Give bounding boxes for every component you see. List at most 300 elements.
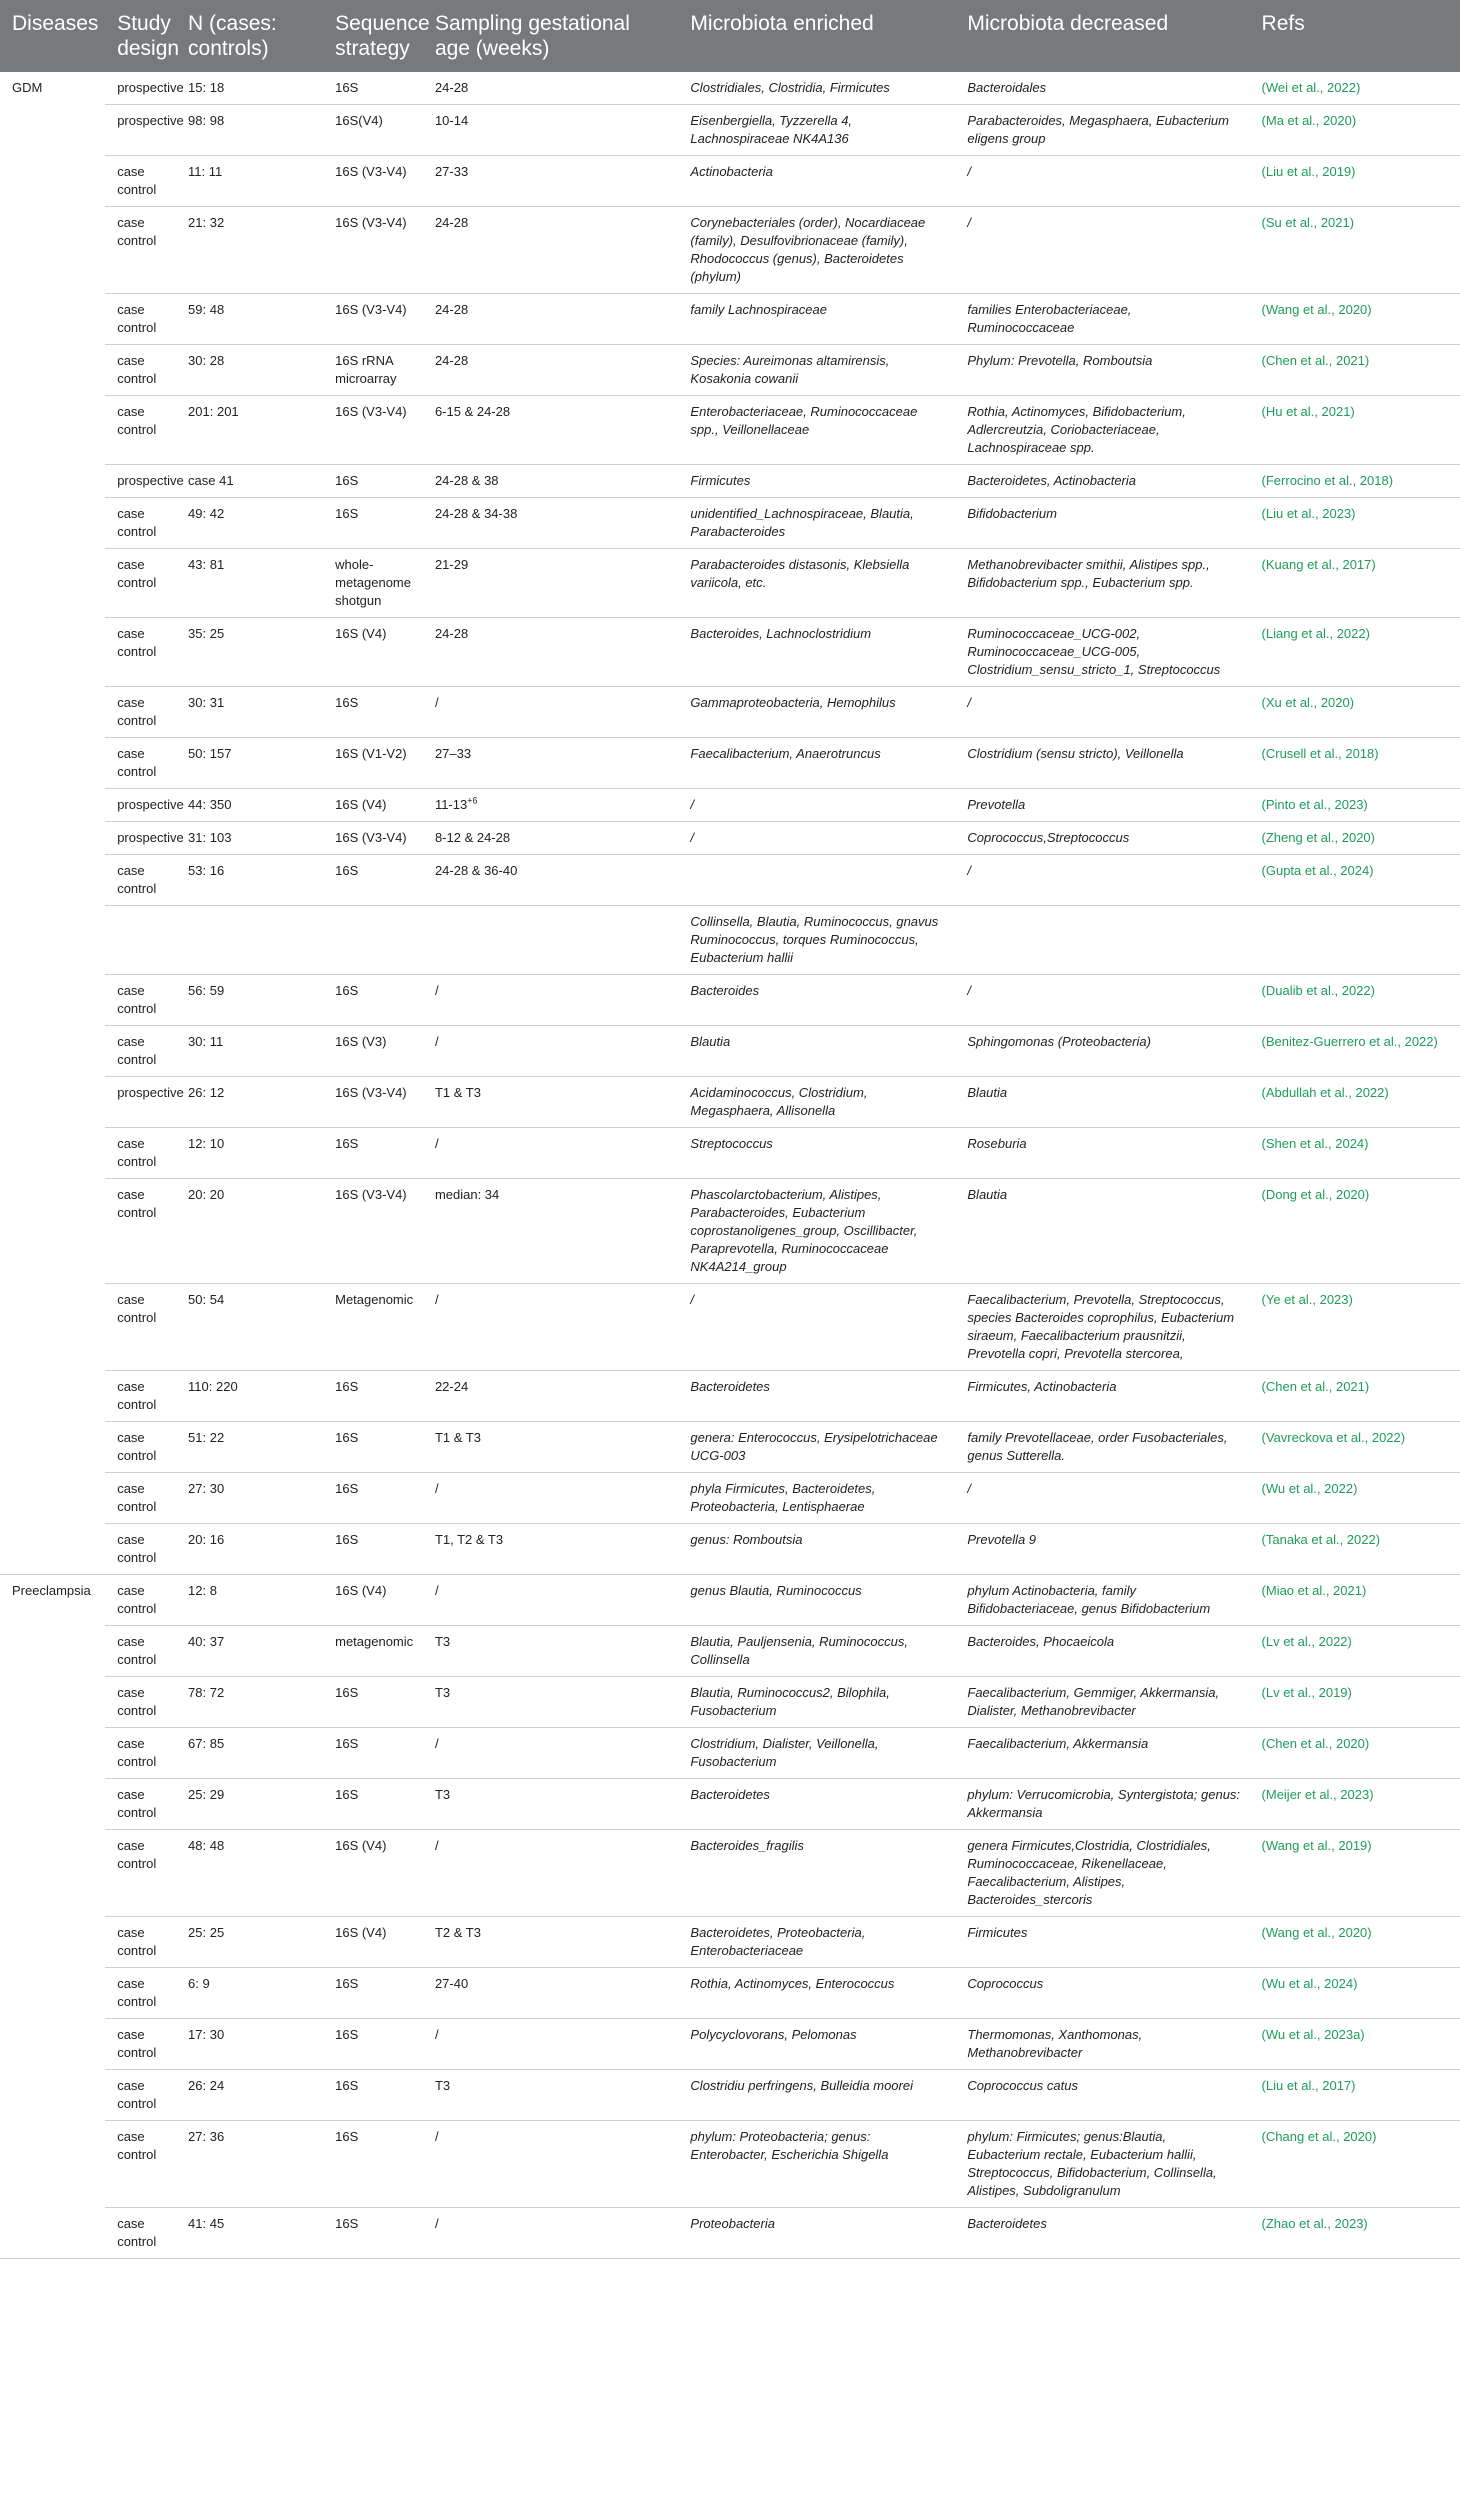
sampling-age	[423, 156, 678, 207]
n-cell-text: 53: 16	[188, 863, 225, 878]
sampling-age	[423, 1284, 678, 1371]
sampling-age-text: 27-33	[434, 164, 469, 179]
ref-cell	[1250, 2121, 1460, 2208]
microbiota-decreased	[955, 2070, 1249, 2121]
microbiota-decreased-text: Coprococcus,Streptococcus	[967, 830, 1130, 845]
microbiota-decreased	[955, 2121, 1249, 2208]
n-cell	[176, 105, 323, 156]
microbiota-decreased	[955, 1128, 1249, 1179]
ref-cell	[1250, 822, 1460, 855]
n-cell	[176, 1917, 323, 1968]
ref-link[interactable]: (Liu et al., 2023)	[1261, 506, 1356, 521]
study-design	[105, 549, 176, 618]
n-cell-text: 20: 20	[188, 1187, 225, 1202]
microbiota-decreased	[955, 1284, 1249, 1371]
sampling-age-text: T3	[434, 1634, 451, 1649]
microbiota-decreased	[955, 1626, 1249, 1677]
study-design	[105, 1077, 184, 1128]
study-design	[105, 1830, 176, 1917]
n-cell-text: 21: 32	[188, 215, 225, 230]
sampling-age-text: /	[434, 983, 439, 998]
ref-cell	[1250, 105, 1460, 156]
header-study-design: Study design	[105, 0, 176, 72]
microbiota-decreased-text: Bacteroidetes	[967, 2216, 1047, 2231]
ref-link[interactable]: (Tanaka et al., 2022)	[1261, 1532, 1381, 1547]
ref-link[interactable]: (Crusell et al., 2018)	[1261, 746, 1379, 761]
microbiota-enriched	[678, 465, 955, 498]
ref-link[interactable]: (Chang et al., 2020)	[1261, 2129, 1377, 2144]
microbiota-enriched	[678, 1917, 955, 1968]
sequence-strategy-text: 16S	[335, 2216, 359, 2231]
table-row	[0, 1128, 1460, 1179]
n-cell	[176, 1524, 323, 1575]
sampling-age-text: /	[434, 1838, 439, 1853]
sampling-age	[423, 789, 678, 822]
n-cell	[176, 789, 323, 822]
sampling-age-text: 22-24	[434, 1379, 469, 1394]
n-cell	[176, 2121, 323, 2208]
sampling-age	[423, 1179, 678, 1284]
sequence-strategy-text: 16S (V4)	[335, 797, 387, 812]
ref-cell	[1250, 738, 1460, 789]
study-design	[105, 1728, 176, 1779]
ref-link[interactable]: (Zhao et al., 2023)	[1261, 2216, 1368, 2231]
ref-cell	[1250, 1968, 1460, 2019]
ref-link[interactable]: (Dong et al., 2020)	[1261, 1187, 1370, 1202]
n-cell-text: 11: 11	[188, 164, 223, 179]
microbiota-enriched	[678, 72, 955, 105]
n-cell-text: 41: 45	[188, 2216, 225, 2231]
sampling-age-text: /	[434, 2216, 439, 2231]
table-body	[0, 72, 1460, 2259]
sampling-age-text: 24-28 & 36-40	[434, 863, 518, 878]
microbiota-decreased	[955, 2019, 1249, 2070]
sequence-strategy	[323, 2208, 423, 2259]
sampling-age-text: /	[434, 1292, 439, 1307]
ref-link[interactable]: (Chen et al., 2021)	[1261, 353, 1370, 368]
n-cell-text: 15: 18	[188, 80, 225, 95]
sampling-age	[423, 1026, 678, 1077]
ref-link[interactable]: (Ye et al., 2023)	[1261, 1292, 1353, 1307]
disease-cell	[0, 294, 105, 345]
header-microbiota-enriched: Microbiota enriched	[678, 0, 955, 72]
disease-cell	[0, 1371, 105, 1422]
sampling-age	[423, 1626, 678, 1677]
ref-link[interactable]: (Vavreckova et al., 2022)	[1261, 1430, 1406, 1445]
ref-link[interactable]: (Ma et al., 2020)	[1261, 113, 1357, 128]
table-row	[0, 207, 1460, 294]
table-row	[0, 1371, 1460, 1422]
sampling-age-text: T3	[434, 1685, 451, 1700]
disease-cell	[0, 2070, 105, 2121]
table-row	[0, 738, 1460, 789]
n-cell-text: 35: 25	[188, 626, 225, 641]
n-cell	[176, 396, 323, 465]
study-design-text: case control	[117, 1532, 157, 1565]
table-row	[0, 1422, 1460, 1473]
disease-cell	[0, 1473, 105, 1524]
sequence-strategy	[323, 498, 423, 549]
microbiota-decreased-text: Blautia	[967, 1187, 1008, 1202]
microbiota-enriched-text: genus Blautia, Ruminococcus	[690, 1583, 862, 1598]
sequence-strategy-text: 16S (V3-V4)	[335, 164, 407, 179]
sequence-strategy	[323, 1128, 423, 1179]
microbiota-enriched	[678, 156, 955, 207]
n-cell	[176, 738, 323, 789]
microbiota-decreased-text: Roseburia	[967, 1136, 1027, 1151]
n-cell	[176, 1575, 323, 1626]
sampling-age	[423, 1128, 678, 1179]
disease-cell	[0, 822, 105, 855]
table-row	[0, 1179, 1460, 1284]
n-cell	[176, 1371, 323, 1422]
study-design-text: case control	[117, 1787, 157, 1820]
n-cell-text: 40: 37	[188, 1634, 225, 1649]
sampling-age	[423, 1830, 678, 1917]
study-design-text: prospective	[117, 830, 184, 845]
n-cell-text: 110: 220	[188, 1379, 238, 1394]
microbiota-decreased	[955, 156, 1249, 207]
disease-cell	[0, 1968, 105, 2019]
microbiota-decreased-text: /	[967, 695, 972, 710]
microbiota-enriched-text: phyla Firmicutes, Bacteroidetes, Proteobacteria, Lentisphaerae	[690, 1481, 876, 1514]
disease-cell	[0, 105, 105, 156]
sampling-age-text: 24-28 & 34-38	[434, 506, 518, 521]
microbiota-enriched	[678, 1371, 955, 1422]
sampling-age	[423, 1575, 678, 1626]
ref-link[interactable]: (Lv et al., 2019)	[1261, 1685, 1352, 1700]
n-cell	[176, 687, 323, 738]
microbiota-decreased	[955, 207, 1249, 294]
microbiota-decreased-text: Prevotella	[967, 797, 1026, 812]
n-cell	[176, 618, 323, 687]
sampling-age-text: median: 34	[434, 1187, 500, 1202]
n-cell	[176, 822, 323, 855]
ref-link[interactable]: (Kuang et al., 2017)	[1261, 557, 1376, 572]
sequence-strategy-text: Metagenomic	[335, 1292, 414, 1307]
header-diseases: Diseases	[0, 0, 105, 72]
microbiota-decreased-text: Coprococcus	[967, 1976, 1044, 1991]
ref-link[interactable]: (Gupta et al., 2024)	[1261, 863, 1374, 878]
ref-link[interactable]: (Hu et al., 2021)	[1261, 404, 1355, 419]
n-cell	[176, 1128, 323, 1179]
sequence-strategy-text: 16S	[335, 983, 359, 998]
study-design-text: case control	[117, 626, 157, 659]
disease-cell	[0, 1917, 105, 1968]
microbiota-enriched	[678, 549, 955, 618]
ref-link[interactable]: (Liu et al., 2017)	[1261, 2078, 1356, 2093]
n-cell	[176, 2208, 323, 2259]
microbiota-decreased	[955, 618, 1249, 687]
disease-cell	[0, 156, 105, 207]
ref-link[interactable]: (Ferrocino et al., 2018)	[1261, 473, 1394, 488]
n-cell-text: 50: 54	[188, 1292, 225, 1307]
microbiota-enriched-text: Clostridiu perfringens, Bulleidia moorei	[690, 2078, 913, 2093]
ref-cell	[1250, 2019, 1460, 2070]
sampling-age-text: /	[434, 1583, 439, 1598]
microbiota-decreased-text: /	[967, 215, 972, 230]
sequence-strategy-text: 16S (V4)	[335, 1838, 387, 1853]
sampling-age-text: /	[434, 1136, 439, 1151]
sequence-strategy	[323, 1917, 423, 1968]
microbiota-enriched-text: Proteobacteria	[690, 2216, 775, 2231]
table-row	[0, 1473, 1460, 1524]
disease-cell	[0, 789, 105, 822]
sampling-age	[423, 1968, 678, 2019]
microbiota-enriched-text: /	[690, 1292, 695, 1307]
microbiota-decreased	[955, 1968, 1249, 2019]
ref-link[interactable]: (Wu et al., 2024)	[1261, 1976, 1358, 1991]
sequence-strategy	[323, 2019, 423, 2070]
study-design	[105, 1779, 176, 1830]
microbiota-enriched	[678, 687, 955, 738]
study-design	[105, 396, 176, 465]
microbiota-enriched	[678, 2121, 955, 2208]
microbiota-enriched-text: Enterobacteriaceae, Ruminococcaceae spp., Veillonellaceae	[690, 404, 918, 437]
n-cell-text: 30: 31	[188, 695, 225, 710]
table-row	[0, 498, 1460, 549]
microbiota-decreased-text: /	[967, 863, 972, 878]
microbiota-enriched-text: Blautia, Pauljensenia, Ruminococcus, Collinsella	[690, 1634, 908, 1667]
sampling-age-text: 21-29	[434, 557, 469, 572]
study-design-text: case control	[117, 1634, 157, 1667]
microbiota-decreased-text: genera Firmicutes,Clostridia, Clostridiales, Ruminococcaceae, Rikenellaceae, Faecalibacterium, Alistipes, Bacteroides_stercoris	[967, 1838, 1211, 1907]
n-cell-text: 26: 24	[188, 2078, 225, 2093]
microbiota-enriched-text: Gammaproteobacteria, Hemophilus	[690, 695, 896, 710]
microbiota-decreased-text: /	[967, 1481, 972, 1496]
table-row	[0, 687, 1460, 738]
sequence-strategy-text: 16S rRNA microarray	[335, 353, 397, 386]
study-design	[105, 1917, 176, 1968]
microbiota-enriched-text: Polycyclovorans, Pelomonas	[690, 2027, 857, 2042]
study-design-text: prospective	[117, 80, 184, 95]
microbiota-enriched	[678, 2070, 955, 2121]
ref-link[interactable]: (Wang et al., 2020)	[1261, 1925, 1372, 1940]
sequence-strategy	[323, 1968, 423, 2019]
disease-cell	[0, 1284, 105, 1371]
sequence-strategy	[323, 1179, 423, 1284]
study-design	[105, 1179, 176, 1284]
sequence-strategy	[323, 1830, 423, 1917]
microbiota-enriched	[678, 1284, 955, 1371]
microbiota-enriched-text: Blautia	[690, 1034, 731, 1049]
ref-cell	[1250, 498, 1460, 549]
microbiota-enriched-text: /	[690, 797, 695, 812]
ref-cell	[1250, 2070, 1460, 2121]
sampling-age-text: 24-28	[434, 215, 469, 230]
sampling-age-text: /	[434, 1481, 439, 1496]
microbiota-decreased-text: Parabacteroides, Megasphaera, Eubacterium eligens group	[967, 113, 1229, 146]
n-cell-text: 20: 16	[188, 1532, 225, 1547]
ref-link[interactable]: (Zheng et al., 2020)	[1261, 830, 1375, 845]
study-design	[105, 2121, 176, 2208]
n-cell	[176, 1026, 323, 1077]
microbiota-enriched-text: Collinsella, Blautia, Ruminococcus, gnavus Ruminococcus, torques Ruminococcus, Eubacterium hallii	[690, 914, 939, 965]
n-cell	[176, 1626, 323, 1677]
n-cell	[176, 498, 323, 549]
microbiota-decreased-text: Bifidobacterium	[967, 506, 1057, 521]
sequence-strategy-text: 16S (V3-V4)	[335, 302, 407, 317]
ref-link[interactable]: (Chen et al., 2020)	[1261, 1736, 1370, 1751]
ref-link[interactable]: (Miao et al., 2021)	[1261, 1583, 1367, 1598]
microbiota-decreased	[955, 1371, 1249, 1422]
table-row	[0, 1524, 1460, 1575]
sequence-strategy-text: 16S	[335, 1532, 359, 1547]
n-cell	[176, 1830, 323, 1917]
microbiota-decreased-text: /	[967, 164, 972, 179]
study-design-text: case control	[117, 1136, 157, 1169]
study-design	[105, 1626, 176, 1677]
ref-link[interactable]: (Liu et al., 2019)	[1261, 164, 1356, 179]
ref-link[interactable]: (Wang et al., 2020)	[1261, 302, 1372, 317]
sequence-strategy	[323, 1284, 423, 1371]
sequence-strategy-text: 16S (V4)	[335, 626, 387, 641]
sequence-strategy-text: 16S	[335, 80, 359, 95]
table-row	[0, 396, 1460, 465]
microbiota-enriched-text: Clostridiales, Clostridia, Firmicutes	[690, 80, 890, 95]
sampling-age	[423, 105, 678, 156]
microbiota-enriched-text: Phascolarctobacterium, Alistipes, Parabacteroides, Eubacterium coprostanoligenes_group, Oscillibacter, Paraprevotella, Ruminococcaceae NK4A214_group	[690, 1187, 918, 1274]
ref-cell	[1250, 687, 1460, 738]
header-row	[0, 0, 1460, 72]
microbiota-enriched-text: Corynebacteriales (order), Nocardiaceae (family), Desulfovibrionaceae (family), Rhodococcus (genus), Bacteroidetes (phylum)	[690, 215, 926, 284]
n-cell-text: 98: 98	[188, 113, 225, 128]
microbiota-enriched	[678, 498, 955, 549]
study-design	[105, 1422, 176, 1473]
study-design	[105, 1575, 176, 1626]
ref-link[interactable]: (Chen et al., 2021)	[1261, 1379, 1370, 1394]
ref-link[interactable]: (Meijer et al., 2023)	[1261, 1787, 1374, 1802]
microbiota-decreased-text: phylum: Verrucomicrobia, Syntergistota; genus: Akkermansia	[967, 1787, 1241, 1820]
microbiota-enriched-text: /	[690, 830, 695, 845]
microbiota-decreased	[955, 549, 1249, 618]
ref-link[interactable]: (Xu et al., 2020)	[1261, 695, 1355, 710]
microbiota-enriched-text: Clostridium, Dialister, Veillonella, Fusobacterium	[690, 1736, 879, 1769]
sampling-age	[423, 1728, 678, 1779]
microbiota-decreased-text: Firmicutes	[967, 1925, 1028, 1940]
ref-link[interactable]: (Dualib et al., 2022)	[1261, 983, 1375, 998]
microbiota-decreased-text: Rothia, Actinomyces, Bifidobacterium, Adlercreutzia, Coriobacteriaceae, Lachnospiraceae spp.	[967, 404, 1186, 455]
n-cell	[176, 906, 323, 975]
study-design	[105, 738, 176, 789]
ref-link[interactable]: (Shen et al., 2024)	[1261, 1136, 1369, 1151]
microbiota-decreased-text: Prevotella 9	[967, 1532, 1037, 1547]
ref-link[interactable]: (Su et al., 2021)	[1261, 215, 1355, 230]
ref-cell	[1250, 156, 1460, 207]
table-row	[0, 1728, 1460, 1779]
ref-link[interactable]: (Pinto et al., 2023)	[1261, 797, 1368, 812]
ref-link[interactable]: (Benitez-Guerrero et al., 2022)	[1261, 1034, 1438, 1049]
table-row	[0, 105, 1460, 156]
ref-link[interactable]: (Wang et al., 2019)	[1261, 1838, 1372, 1853]
sequence-strategy-text: 16S (V3-V4)	[335, 1187, 407, 1202]
n-cell	[176, 2019, 323, 2070]
sampling-age-text: 6-15 & 24-28	[434, 404, 511, 419]
microbiota-enriched	[678, 2208, 955, 2259]
n-cell-text: 48: 48	[188, 1838, 225, 1853]
n-cell	[176, 345, 323, 396]
sampling-age-text: /	[434, 695, 439, 710]
microbiota-enriched	[678, 1575, 955, 1626]
study-design-text: case control	[117, 404, 157, 437]
microbiota-decreased-text: families Enterobacteriaceae, Ruminococcaceae	[967, 302, 1132, 335]
ref-link[interactable]: (Abdullah et al., 2022)	[1261, 1085, 1389, 1100]
sequence-strategy	[323, 1524, 423, 1575]
microbiota-enriched	[678, 1677, 955, 1728]
study-design-text: case control	[117, 2027, 157, 2060]
study-design-text: case control	[117, 1481, 157, 1514]
n-cell	[176, 975, 323, 1026]
microbiota-enriched	[678, 738, 955, 789]
ref-cell	[1250, 855, 1460, 906]
sampling-age-text: T3	[434, 2078, 451, 2093]
table-row	[0, 2121, 1460, 2208]
ref-cell	[1250, 465, 1460, 498]
ref-link[interactable]: (Lv et al., 2022)	[1261, 1634, 1352, 1649]
disease-cell	[0, 1677, 105, 1728]
microbiota-enriched-text: Bacteroides	[690, 983, 760, 998]
microbiota-decreased	[955, 465, 1249, 498]
ref-cell	[1250, 906, 1460, 975]
sampling-age	[423, 2070, 678, 2121]
microbiota-decreased-text: /	[967, 983, 972, 998]
sequence-strategy	[323, 2121, 423, 2208]
microbiota-enriched	[678, 1077, 955, 1128]
ref-cell	[1250, 72, 1460, 105]
sequence-strategy	[323, 2070, 423, 2121]
sampling-age	[423, 906, 678, 975]
sequence-strategy	[323, 738, 423, 789]
ref-cell	[1250, 1524, 1460, 1575]
sampling-age	[423, 294, 678, 345]
sampling-age	[423, 2208, 678, 2259]
study-design-text: case control	[117, 1736, 157, 1769]
ref-link[interactable]: (Wu et al., 2022)	[1261, 1481, 1358, 1496]
study-design-text: prospective	[117, 473, 184, 488]
study-design	[105, 975, 176, 1026]
sequence-strategy-text: 16S(V4)	[335, 113, 383, 128]
ref-link[interactable]: (Wu et al., 2023a)	[1261, 2027, 1365, 2042]
sampling-age	[423, 738, 678, 789]
ref-cell	[1250, 549, 1460, 618]
sampling-age	[423, 1779, 678, 1830]
microbiota-enriched	[678, 2019, 955, 2070]
disease-cell	[0, 498, 105, 549]
study-design-text: case control	[117, 1925, 157, 1958]
microbiota-decreased	[955, 906, 1249, 975]
microbiota-enriched	[678, 1179, 955, 1284]
table-row	[0, 2019, 1460, 2070]
disease-cell	[0, 1728, 105, 1779]
ref-link[interactable]: (Wei et al., 2022)	[1261, 80, 1361, 95]
disease-cell	[0, 1422, 105, 1473]
study-design-text: case control	[117, 695, 157, 728]
study-design	[105, 1524, 176, 1575]
microbiota-decreased	[955, 1677, 1249, 1728]
disease-cell	[0, 2208, 105, 2259]
study-design-text: case control	[117, 1685, 157, 1718]
ref-cell	[1250, 1830, 1460, 1917]
study-design-text: case control	[117, 746, 157, 779]
sequence-strategy	[323, 549, 423, 618]
disease-cell	[0, 1128, 105, 1179]
ref-link[interactable]: (Liang et al., 2022)	[1261, 626, 1370, 641]
microbiota-decreased	[955, 1524, 1249, 1575]
disease-cell	[0, 1626, 105, 1677]
sequence-strategy-text: 16S	[335, 506, 359, 521]
study-design	[105, 2019, 176, 2070]
sequence-strategy-text: 16S	[335, 2129, 359, 2144]
